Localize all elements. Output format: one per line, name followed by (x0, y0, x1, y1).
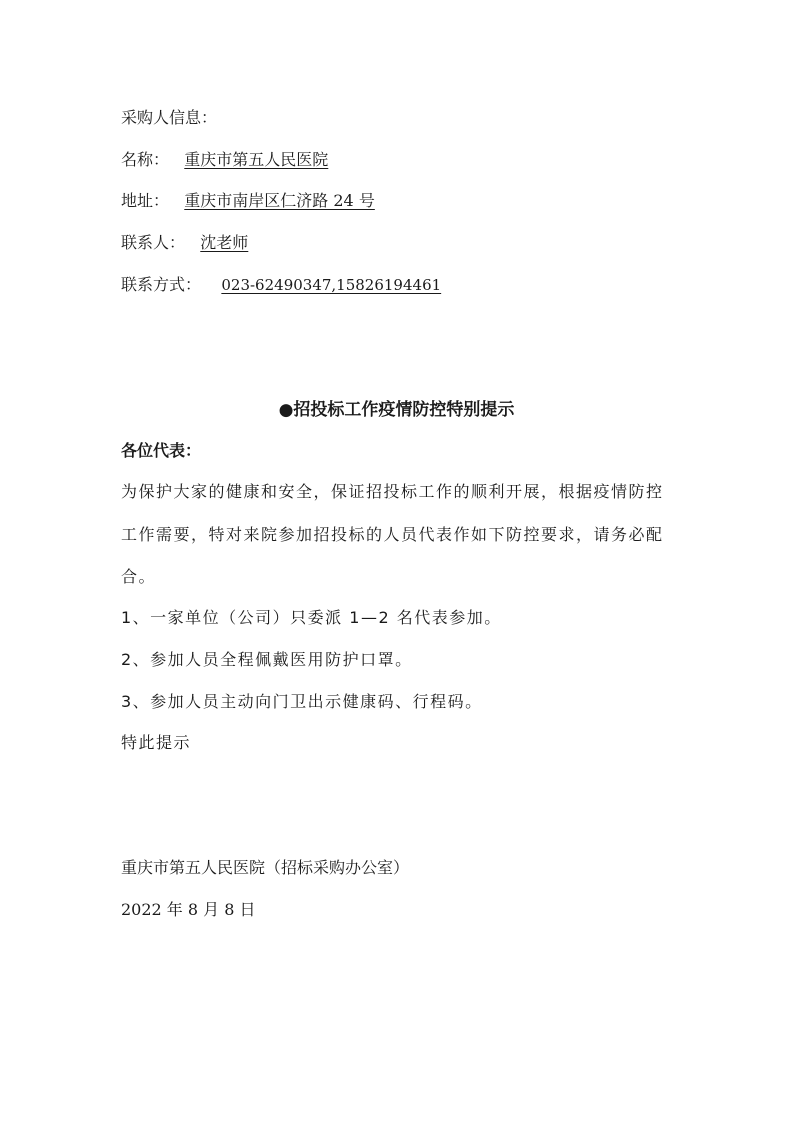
purchaser-phone-label: 联系方式： (121, 275, 202, 294)
purchaser-section-label: 采购人信息： (121, 108, 218, 127)
notice-closing: 特此提示 (121, 733, 192, 752)
footer-organization: 重庆市第五人民医院（招标采购办公室） (121, 858, 410, 877)
purchaser-address-label: 地址： (121, 191, 170, 210)
purchaser-address-row (121, 191, 375, 211)
purchaser-phone-row (121, 275, 441, 295)
purchaser-name-value: 重庆市第五人民医院 (184, 150, 329, 169)
purchaser-name-label: 名称： (121, 150, 170, 169)
purchaser-phone-value: 023-62490347,15826194461 (221, 276, 442, 294)
purchaser-name-row (121, 150, 328, 170)
notice-intro-line-1: 为保护大家的健康和安全，保证招投标工作的顺利开展，根据疫情防控 (121, 482, 664, 501)
purchaser-contact-value-field (185, 233, 248, 252)
notice-title: ●招投标工作疫情防控特别提示 (278, 400, 515, 420)
purchaser-phone-value-field (201, 275, 441, 294)
notice-intro-line-3: 合。 (121, 567, 157, 586)
notice-item: 3、参加人员主动向门卫出示健康码、行程码。 (121, 692, 483, 711)
purchaser-name-value-field (169, 150, 328, 169)
purchaser-contact-label: 联系人： (121, 233, 186, 252)
notice-intro-line-2: 工作需要，特对来院参加招投标的人员代表作如下防控要求，请务必配 (121, 525, 664, 544)
notice-item: 1、一家单位（公司）只委派 1—2 名代表参加。 (121, 608, 502, 627)
purchaser-contact-value: 沈老师 (200, 233, 249, 252)
notice-salutation: 各位代表： (121, 441, 202, 460)
purchaser-address-value-field (169, 191, 375, 210)
purchaser-address-value: 重庆市南岸区仁济路 24 号 (184, 191, 375, 210)
purchaser-contact-row (121, 233, 248, 253)
footer-date: 2022 年 8 月 8 日 (121, 900, 256, 919)
notice-item: 2、参加人员全程佩戴医用防护口罩。 (121, 650, 413, 669)
